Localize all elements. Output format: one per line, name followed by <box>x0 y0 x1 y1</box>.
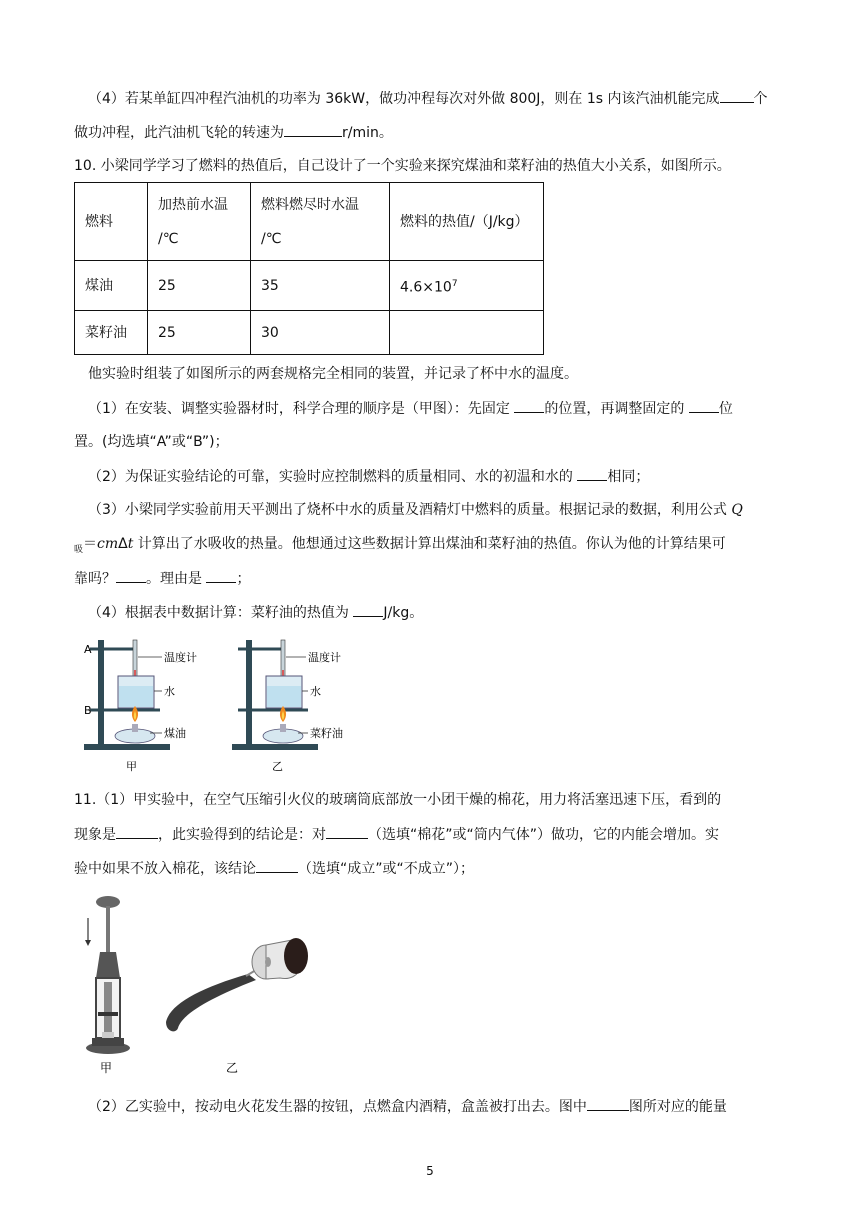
fuel-data-table <box>74 182 544 355</box>
table-cell: $4.6\times 10^7$ <box>390 261 544 311</box>
table-header-cell: 燃料燃尽时水温 /℃ <box>251 183 390 261</box>
spark-bottle-igniter <box>166 938 308 1031</box>
table-cell <box>390 311 544 355</box>
table-cell: 菜籽油 <box>75 311 148 355</box>
apparatus-right <box>232 640 318 750</box>
label-b: B <box>84 704 92 717</box>
water-label-left: 水 <box>164 685 175 698</box>
table-cell: 25 <box>148 261 251 311</box>
answer-blank[interactable] <box>116 824 158 839</box>
q11-part1-line3: 验中如果不放入棉花，该结论 （选填“成立”或“不成立”）； <box>74 858 474 879</box>
q10-part3-line1: （3）小梁同学实验前用天平测出了烧杯中水的质量及酒精灯中燃料的质量。根据记录的数据，利用公式 Q <box>88 502 743 518</box>
q10-part1-line2: 置。(均选填“A”或“B”)； <box>74 434 229 450</box>
answer-blank[interactable] <box>720 88 754 103</box>
apparatus-left <box>84 640 170 750</box>
answer-blank[interactable] <box>689 398 719 413</box>
q11-apparatus-figure <box>80 894 340 1084</box>
fuel-label-right: 菜籽油 <box>310 727 343 740</box>
answer-blank[interactable] <box>577 466 607 481</box>
table-cell: 25 <box>148 311 251 355</box>
answer-blank[interactable] <box>514 398 544 413</box>
q10-part3-line2: $_吸$＝cmΔt 计算出了水吸收的热量。他想通过这些数据计算出煤油和菜籽油的热值。你认为他的计算结果可 <box>74 536 726 555</box>
q10-part2: （2）为保证实验结论的可靠，实验时应控制燃料的质量相同、水的初温和水的 相同； <box>88 466 649 487</box>
q10-after-table: 他实验时组装了如图所示的两套规格完全相同的装置，并记录了杯中水的温度。 <box>88 366 578 382</box>
answer-blank[interactable] <box>256 858 298 873</box>
heating-apparatus-figure <box>80 636 370 776</box>
table-header-row <box>75 183 544 261</box>
table-cell: 煤油 <box>75 261 148 311</box>
q10-part3-line3: 靠吗？ 。理由是 ； <box>74 568 250 589</box>
q10-intro: 10. 小梁同学学习了燃料的热值后，自己设计了一个实验来探究煤油和菜籽油的热值大小关系，如图所示。 <box>74 158 731 174</box>
table-cell: 35 <box>251 261 390 311</box>
water-label-right: 水 <box>310 685 321 698</box>
thermometer-label-left: 温度计 <box>164 651 197 664</box>
caption-yi: 乙 <box>272 760 283 773</box>
q9-part4-line1: （4）若某单缸四冲程汽油机的功率为 36kW，做功冲程每次对外做 800J，则在 1s 内该汽油机能完成 个 <box>88 88 768 109</box>
label-a: A <box>84 643 92 656</box>
caption-jia: 甲 <box>126 760 137 773</box>
answer-blank[interactable] <box>284 122 342 137</box>
q10-part1-line1: （1）在安装、调整实验器材时，科学合理的顺序是（甲图）：先固定 的位置，再调整固定的 位 <box>88 398 733 419</box>
answer-blank[interactable] <box>116 568 146 583</box>
q11-part2: （2）乙实验中，按动电火花发生器的按钮，点燃盒内酒精，盒盖被打出去。图中 图所对应的能量 <box>88 1096 727 1117</box>
table-row <box>75 311 544 355</box>
caption-yi-q11: 乙 <box>226 1061 239 1075</box>
table-cell: 30 <box>251 311 390 355</box>
page-number: 5 <box>426 1164 434 1178</box>
fuel-label-left: 煤油 <box>164 727 186 740</box>
caption-jia-q11: 甲 <box>100 1061 113 1075</box>
q11-part1-line1: 11.（1）甲实验中，在空气压缩引火仪的玻璃筒底部放一小团干燥的棉花，用力将活塞迅速下压，看到的 <box>74 792 722 808</box>
table-header-cell: 燃料的热值/（J/kg） <box>390 183 544 261</box>
answer-blank[interactable] <box>353 602 383 617</box>
air-compression-igniter <box>85 896 130 1054</box>
q9-part4-line2: 做功冲程，此汽油机飞轮的转速为 r/min。 <box>74 122 393 143</box>
thermometer-label-right: 温度计 <box>308 651 341 664</box>
table-header-cell: 加热前水温 /℃ <box>148 183 251 261</box>
answer-blank[interactable] <box>206 568 236 583</box>
answer-blank[interactable] <box>326 824 368 839</box>
table-header-cell: 燃料 <box>75 183 148 261</box>
answer-blank[interactable] <box>587 1096 629 1111</box>
q10-part4: （4）根据表中数据计算：菜籽油的热值为 J/kg。 <box>88 602 423 623</box>
table-row <box>75 261 544 311</box>
q11-part1-line2: 现象是 ，此实验得到的结论是：对 （选填“棉花”或“筒内气体”）做功，它的内能会增加。实 <box>74 824 719 845</box>
